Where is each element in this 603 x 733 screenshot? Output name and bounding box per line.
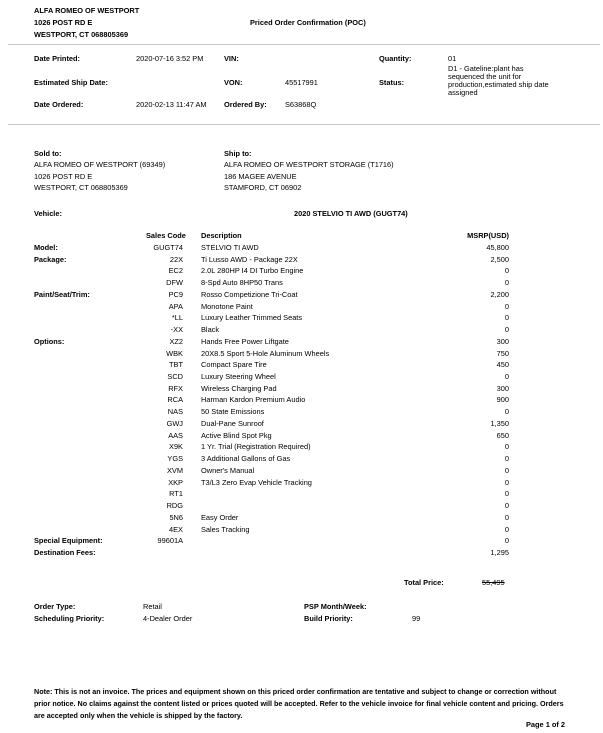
- row-sales-code: XKP: [168, 477, 183, 487]
- row-sales-code: GUGT74: [153, 243, 183, 252]
- row-sales-code: TBT: [169, 360, 183, 370]
- row-description: 3 Additional Gallons of Gas: [201, 454, 291, 464]
- row-sales-code: YGS: [167, 454, 183, 464]
- sold-to-line-3: WESTPORT, CT 068805369: [34, 183, 128, 192]
- row-msrp: 450: [496, 360, 509, 370]
- row-description: Dual-Pane Sunroof: [201, 418, 264, 428]
- row-sales-code: RFX: [168, 383, 183, 393]
- row-sales-code: RT1: [169, 489, 183, 499]
- info-divider: [8, 124, 600, 125]
- von-value: 45517991: [285, 78, 318, 87]
- row-sales-code: *LL: [171, 313, 183, 323]
- dealer-address-2: WESTPORT, CT 068805369: [34, 30, 129, 39]
- table-row: [0, 547, 603, 559]
- row-description: Harman Kardon Premium Audio: [201, 395, 306, 405]
- row-msrp: 0: [504, 407, 509, 417]
- row-description: Black: [201, 325, 220, 335]
- scheduling-priority-value: 4-Dealer Order: [143, 614, 193, 623]
- date-printed-label: Date Printed:: [34, 54, 80, 63]
- table-row: [0, 488, 603, 500]
- row-sales-code: SCD: [167, 372, 183, 382]
- dealer-name: ALFA ROMEO OF WESTPORT: [34, 6, 140, 15]
- row-description: Luxury Leather Trimmed Seats: [201, 313, 303, 323]
- row-msrp: 45,800: [486, 243, 509, 252]
- row-msrp: 2,500: [490, 254, 509, 264]
- ordered-by-label: Ordered By:: [224, 100, 267, 109]
- row-sales-code: WBK: [166, 348, 183, 358]
- date-ordered-label: Date Ordered:: [34, 100, 84, 109]
- row-description: Compact Spare Tire: [201, 360, 267, 370]
- col-header-msrp: MSRP(USD): [467, 231, 509, 240]
- row-description: Sales Tracking: [201, 524, 250, 534]
- table-row: [0, 301, 603, 313]
- table-row: [0, 477, 603, 489]
- row-description: Wireless Charging Pad: [201, 383, 277, 393]
- table-row: [0, 348, 603, 360]
- row-msrp: 0: [504, 278, 509, 288]
- row-description: Luxury Steering Wheel: [201, 372, 276, 382]
- table-row: [0, 383, 603, 395]
- sold-to-line-1: ALFA ROMEO OF WESTPORT (69349): [34, 160, 166, 169]
- vehicle-label: Vehicle:: [34, 209, 62, 218]
- row-description: Ti Lusso AWD - Package 22X: [201, 254, 298, 264]
- row-sales-code: EC2: [168, 266, 183, 276]
- row-description: 1 Yr. Trial (Registration Required): [201, 442, 311, 452]
- row-msrp: 0: [504, 372, 509, 382]
- row-group-label: Package:: [34, 254, 67, 264]
- row-sales-code: PC9: [168, 289, 183, 299]
- row-msrp: 0: [504, 501, 509, 511]
- col-header-sales-code: Sales Code: [146, 231, 186, 240]
- row-msrp: 2,200: [490, 289, 509, 299]
- order-type-value: Retail: [143, 602, 162, 611]
- quantity-label: Quantity:: [379, 54, 412, 63]
- est-ship-label: Estimated Ship Date:: [34, 78, 108, 87]
- date-ordered-value: 2020-02-13 11:47 AM: [136, 100, 207, 109]
- row-group-label: Model:: [34, 243, 58, 252]
- row-description: T3/L3 Zero Evap Vehicle Tracking: [201, 477, 312, 487]
- row-description: 2.0L 280HP I4 DI Turbo Engine: [201, 266, 304, 276]
- vin-label: VIN:: [224, 54, 239, 63]
- row-msrp: 0: [504, 325, 509, 335]
- row-msrp: 0: [504, 301, 509, 311]
- dealer-address-1: 1026 POST RD E: [34, 18, 93, 27]
- row-msrp: 0: [504, 477, 509, 487]
- header-divider: [8, 44, 600, 45]
- build-priority-value: 99: [412, 614, 421, 623]
- row-sales-code: XVM: [166, 465, 183, 475]
- row-group-label: Options:: [34, 336, 65, 346]
- row-msrp: 750: [496, 348, 509, 358]
- table-row: [0, 535, 603, 547]
- row-sales-code: AAS: [168, 430, 183, 440]
- row-msrp: 1,350: [490, 418, 509, 428]
- row-msrp: 900: [496, 395, 509, 405]
- status-line-3: production,estimated ship date: [448, 80, 549, 89]
- status-line-4: assigned: [448, 88, 478, 97]
- table-row: [0, 359, 603, 371]
- page-title: Priced Order Confirmation (POC): [250, 18, 366, 27]
- table-row: [0, 465, 603, 477]
- sold-to-label: Sold to:: [34, 149, 62, 158]
- row-msrp: 650: [496, 430, 509, 440]
- table-row: [0, 324, 603, 336]
- total-price-label: Total Price:: [404, 578, 444, 587]
- ship-to-label: Ship to:: [224, 149, 252, 158]
- sold-to-line-2: 1026 POST RD E: [34, 172, 93, 181]
- row-sales-code: 4EX: [169, 524, 183, 534]
- row-msrp: 1,295: [490, 547, 509, 557]
- row-sales-code: -XX: [170, 325, 183, 335]
- ship-to-line-1: ALFA ROMEO OF WESTPORT STORAGE (T1716): [224, 160, 394, 169]
- date-printed-value: 2020-07-16 3:52 PM: [136, 54, 204, 63]
- table-row: [0, 453, 603, 465]
- table-row: [0, 265, 603, 277]
- build-priority-label: Build Priority:: [304, 614, 353, 623]
- row-description: Owner's Manual: [201, 465, 255, 475]
- row-msrp: 300: [496, 336, 509, 346]
- row-sales-code: 99601A: [157, 536, 183, 546]
- ship-to-line-2: 186 MAGEE AVENUE: [224, 172, 297, 181]
- table-row: [0, 277, 603, 289]
- status-line-2: sequenced the unit for: [448, 72, 522, 81]
- col-header-description: Description: [201, 231, 242, 240]
- status-line-1: D1 - Gateline:plant has: [448, 64, 524, 73]
- row-group-label: Special Equipment:: [34, 536, 103, 546]
- row-sales-code: RCA: [167, 395, 183, 405]
- row-group-label: Destination Fees:: [34, 547, 96, 557]
- row-group-label: Paint/Seat/Trim:: [34, 289, 90, 299]
- order-type-label: Order Type:: [34, 602, 76, 611]
- row-description: Rosso Competizione Tri-Coat: [201, 289, 298, 299]
- row-msrp: 0: [504, 524, 509, 534]
- row-sales-code: 22X: [169, 254, 183, 264]
- table-row: [0, 430, 603, 442]
- table-row: [0, 418, 603, 430]
- row-sales-code: XZ2: [169, 336, 183, 346]
- table-row: [0, 441, 603, 453]
- total-price-value: 55,495: [482, 578, 505, 587]
- quantity-value: 01: [448, 54, 457, 63]
- row-msrp: 0: [504, 266, 509, 276]
- row-sales-code: GWJ: [166, 418, 183, 428]
- row-description: Active Blind Spot Pkg: [201, 430, 272, 440]
- row-sales-code: RDG: [166, 501, 183, 511]
- table-row: [0, 524, 603, 536]
- row-description: 20X8.5 Sport 5-Hole Aluminum Wheels: [201, 348, 330, 358]
- row-description: Monotone Paint: [201, 301, 253, 311]
- row-sales-code: 5N6: [169, 512, 183, 522]
- von-label: VON:: [224, 78, 243, 87]
- row-msrp: 0: [504, 536, 509, 546]
- table-row: [0, 336, 603, 348]
- table-row: [0, 500, 603, 512]
- table-row: [0, 254, 603, 266]
- row-description: STELVIO TI AWD: [201, 243, 259, 252]
- row-msrp: 0: [504, 313, 509, 323]
- status-label: Status:: [379, 78, 405, 87]
- scheduling-priority-label: Scheduling Priority:: [34, 614, 105, 623]
- table-row: [0, 371, 603, 383]
- row-msrp: 0: [504, 454, 509, 464]
- row-msrp: 300: [496, 383, 509, 393]
- table-row: [0, 406, 603, 418]
- psp-label: PSP Month/Week:: [304, 602, 367, 611]
- table-row: [0, 289, 603, 301]
- row-description: Hands Free Power Liftgate: [201, 336, 289, 346]
- row-sales-code: NAS: [167, 407, 183, 417]
- page-number: Page 1 of 2: [526, 720, 566, 729]
- row-msrp: 0: [504, 489, 509, 499]
- disclaimer-note: Note: This is not an invoice. The prices and equipment shown on this priced order confirmation are tentative and subject to change or correction without prior notice. No claims against the content listed or prices quoted will be accepted. Refer to the vehicle invoice for final vehicle content and pricing. Orders are accepted only when the vehicle is shipped by the factory.: [34, 687, 564, 720]
- row-description: Easy Order: [201, 512, 239, 522]
- table-row: [0, 312, 603, 324]
- vehicle-value: 2020 STELVIO TI AWD (GUGT74): [294, 209, 408, 218]
- row-sales-code: APA: [168, 301, 183, 311]
- table-row: [0, 242, 603, 254]
- row-description: 50 State Emissions: [201, 407, 265, 417]
- row-sales-code: DFW: [166, 278, 183, 288]
- ship-to-line-3: STAMFORD, CT 06902: [224, 183, 302, 192]
- table-row: [0, 512, 603, 524]
- row-msrp: 0: [504, 442, 509, 452]
- ordered-by-value: S63868Q: [285, 100, 317, 109]
- row-msrp: 0: [504, 512, 509, 522]
- row-msrp: 0: [504, 465, 509, 475]
- row-sales-code: X9K: [169, 442, 183, 452]
- row-description: 8-Spd Auto 8HP50 Trans: [201, 278, 283, 288]
- table-row: [0, 394, 603, 406]
